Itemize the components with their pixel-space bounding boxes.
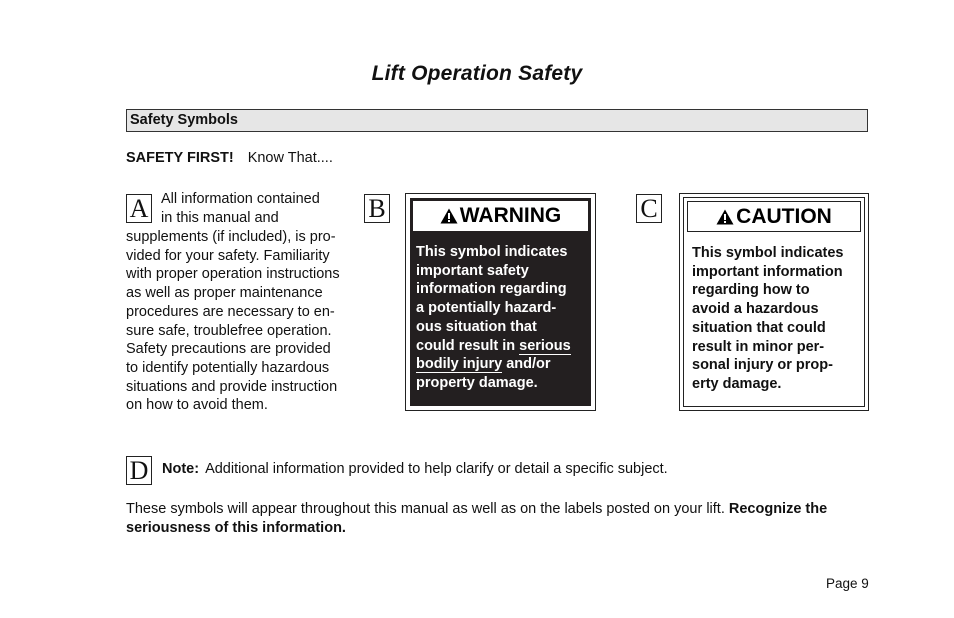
caution-line: situation that could xyxy=(692,319,826,336)
para-a-line: All information contained xyxy=(161,191,320,207)
caution-label xyxy=(679,193,869,411)
paragraph-a-body xyxy=(126,228,362,415)
section-heading: Safety Symbols xyxy=(126,109,868,132)
para-a-line: in this manual and xyxy=(161,209,279,226)
page-number: Page 9 xyxy=(826,576,869,591)
warning-line: property damage. xyxy=(416,374,538,391)
note-label: Note: xyxy=(162,461,200,477)
note-line xyxy=(162,461,668,477)
letter-box-c: C xyxy=(636,194,662,223)
warning-line: ous situation that xyxy=(416,318,537,335)
safety-first-label: SAFETY FIRST! xyxy=(126,150,234,166)
closing-paragraph xyxy=(126,500,866,538)
safety-first-line xyxy=(126,150,333,166)
warning-line: information regarding xyxy=(416,281,567,298)
para-a-line: as well as proper maintenance xyxy=(126,285,323,302)
caution-body xyxy=(692,244,862,394)
warning-heading-text: WARNING xyxy=(459,204,562,227)
warning-line: a potentially hazard- xyxy=(416,300,557,317)
page-title: Lift Operation Safety xyxy=(371,62,583,85)
warning-line xyxy=(416,355,587,374)
warning-heading xyxy=(413,201,588,231)
para-a-line: situations and provide instruction xyxy=(126,378,338,395)
para-a-line: to identify potentially hazardous xyxy=(126,359,330,376)
warning-triangle-icon xyxy=(440,208,458,224)
warning-line xyxy=(416,337,587,356)
warning-line-part: could result in xyxy=(416,337,520,354)
warning-label-panel xyxy=(410,198,591,406)
warning-body xyxy=(416,243,587,393)
para-a-line: on how to avoid them. xyxy=(126,397,268,414)
closing-text: These symbols will appear throughout this manual as well as on the labels posted on your lift. xyxy=(126,501,729,517)
para-a-line: with proper operation instructions xyxy=(126,266,340,283)
caution-line: regarding how to xyxy=(692,282,810,299)
paragraph-a-intro xyxy=(161,190,361,227)
para-a-line: supplements (if included), is pro- xyxy=(126,229,336,245)
letter-box-b: B xyxy=(364,194,390,223)
para-a-line: vided for your safety. Familiarity xyxy=(126,247,330,264)
caution-line: important information xyxy=(692,263,843,280)
caution-heading-text: CAUTION xyxy=(736,204,832,228)
para-a-line: Safety precautions are provided xyxy=(126,341,331,358)
warning-underlined-text: bodily injury xyxy=(416,356,503,373)
caution-line: result in minor per- xyxy=(692,338,825,355)
warning-label xyxy=(405,193,596,411)
letter-box-d: D xyxy=(126,456,152,485)
para-a-line: sure safe, troublefree operation. xyxy=(126,322,332,339)
caution-line: avoid a hazardous xyxy=(692,301,819,318)
warning-line-part: and/or xyxy=(502,356,551,373)
note-text: Additional information provided to help clarify or detail a specific subject. xyxy=(205,461,668,477)
warning-underlined-text: serious xyxy=(519,337,571,354)
letter-box-a: A xyxy=(126,194,152,223)
para-a-line: procedures are necessary to en- xyxy=(126,303,335,320)
caution-line: sonal injury or prop- xyxy=(692,357,833,374)
warning-line: This symbol indicates xyxy=(416,244,568,260)
safety-first-text: Know That.... xyxy=(247,150,333,166)
closing-bold-text: Recognize the seriousness of this information. xyxy=(126,501,828,536)
warning-triangle-icon xyxy=(716,209,734,225)
caution-heading xyxy=(687,201,861,232)
warning-line: important safety xyxy=(416,262,529,279)
caution-line: This symbol indicates xyxy=(692,245,844,261)
caution-line: erty damage. xyxy=(692,375,782,392)
caution-label-panel xyxy=(683,197,865,407)
